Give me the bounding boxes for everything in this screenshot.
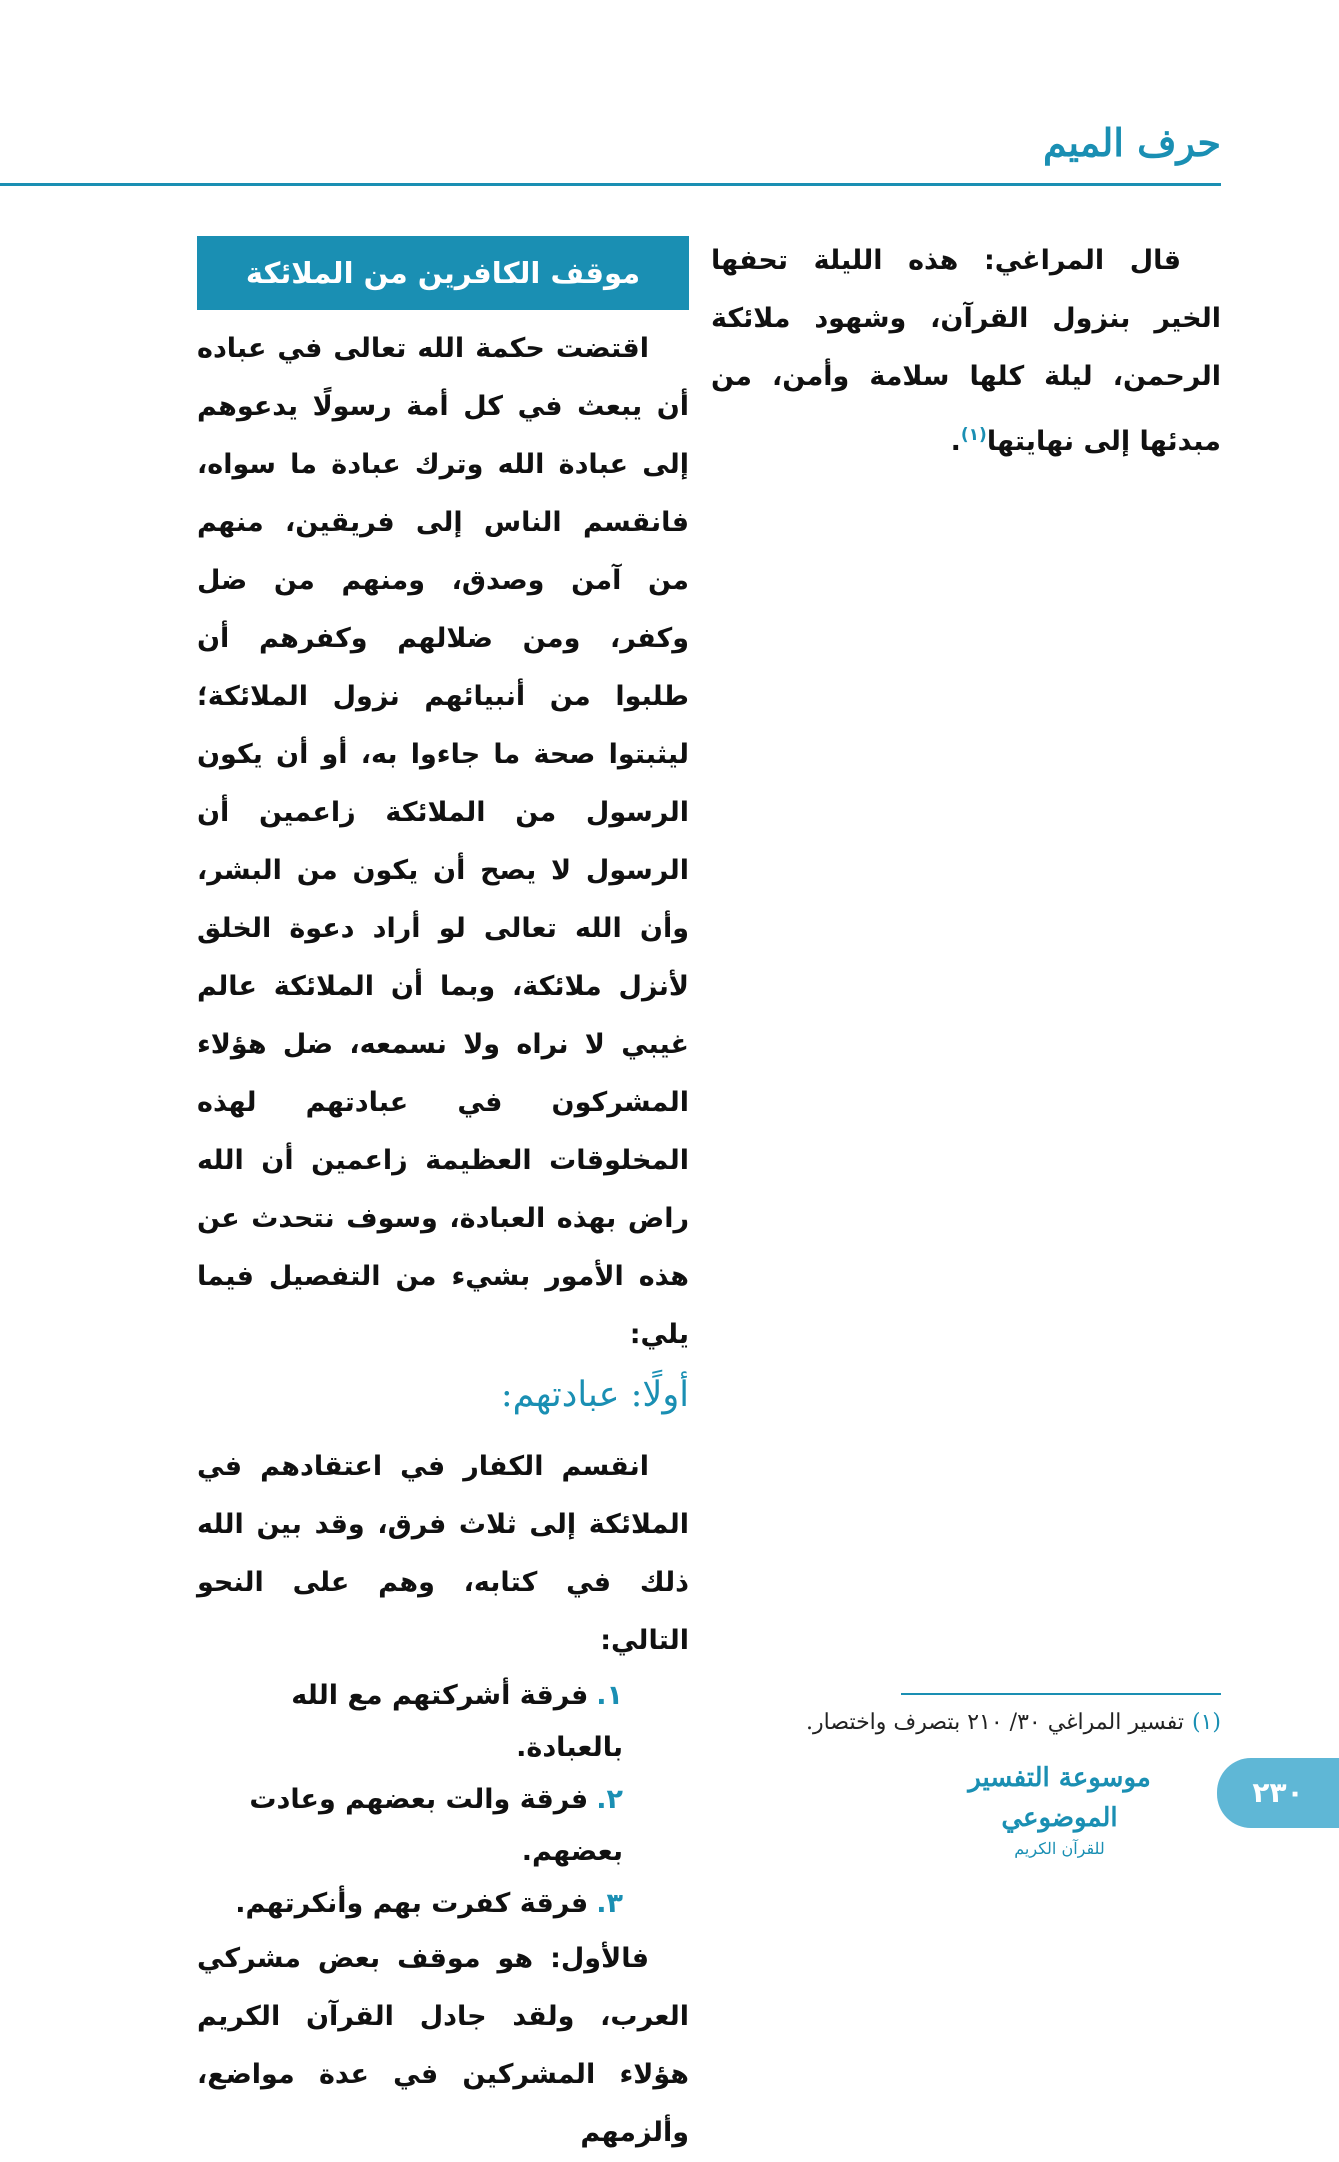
list-item [197, 1774, 689, 1878]
footnote [701, 1710, 1221, 1735]
end-punct: . [950, 426, 961, 457]
list-item [197, 1670, 689, 1774]
groups-paragraph: انقسم الكفار في اعتقادهم في الملائكة إلى ثلاث فرق، وقد بين الله ذلك في كتابه، وهم على النحو التالي: [197, 1451, 689, 1656]
maraghi-paragraph [711, 232, 1221, 471]
header-rule [0, 183, 1221, 186]
groups-list [197, 1670, 689, 1930]
section-heading: موقف الكافرين من الملائكة [197, 236, 689, 310]
right-column [711, 232, 1221, 471]
intro-paragraph: اقتضت حكمة الله تعالى في عباده أن يبعث في كل أمة رسولًا يدعوهم إلى عبادة الله وترك عبادة ما سواه، فانقسم الناس إلى فريقين، منهم من آمن وصدق، ومنهم من ضل وكفر، ومن ضلالهم وكفرهم أن طلبوا من أنبيائهم نزول الملائكة؛ ليثبتوا صحة ما جاءوا به، أو أن يكون الرسول من الملائكة زاعمين أن الرسول لا يصح أن يكون من البشر، وأن الله تعالى لو أراد دعوة الخلق لأنزل ملائكة، وبما أن الملائكة عالم غيبي لا نراه ولا نسمعه، ضل هؤلاء المشركون في عبادتهم لهذه المخلوقات العظيمة زاعمين أن الله راض بهذه العبادة، وسوف نتحدث عن هذه الأمور بشيء من التفصيل فيما يلي: [197, 333, 689, 1350]
footnote-marker[interactable]: (١) [960, 425, 987, 445]
paragraph-text: قال المراغي: هذه الليلة تحفها الخير بنزول القرآن، وشهود ملائكة الرحمن، ليلة كلها سلامة وأمن، من مبدئها إلى نهايتها [711, 245, 1221, 457]
list-text: فرقة والت بعضهم وعادت بعضهم. [249, 1784, 623, 1867]
list-number: ٣. [596, 1888, 623, 1919]
footnote-number: (١) [1191, 1710, 1221, 1735]
logo-subtitle: للقرآن الكريم [1014, 1839, 1105, 1858]
first-group-text: هو موقف بعض مشركي العرب، ولقد جادل القرآن الكريم هؤلاء المشركين في عدة مواضع، وألزمهم [197, 1943, 689, 2148]
list-text: فرقة كفرت بهم وأنكرتهم. [235, 1888, 589, 1919]
subheading-worship: أولًا: عبادتهم: [500, 1375, 689, 1415]
running-header: حرف الميم [1043, 120, 1221, 165]
series-logo [932, 1758, 1187, 1858]
page-number: ٢٣٠ [1217, 1758, 1339, 1828]
first-group-paragraph [197, 1930, 689, 2162]
list-text: فرقة أشركتهم مع الله بالعبادة. [291, 1680, 623, 1763]
footnote-rule [901, 1693, 1221, 1695]
list-item [197, 1878, 689, 1930]
list-number: ١. [596, 1680, 623, 1711]
footnote-text: تفسير المراغي ٣٠/ ٢١٠ بتصرف واختصار. [806, 1710, 1184, 1735]
left-column [197, 236, 689, 2162]
logo-title: موسوعة التفسير الموضوعي [968, 1763, 1151, 1833]
list-number: ٢. [596, 1784, 623, 1815]
first-group-lead: فالأول: [550, 1943, 650, 1974]
